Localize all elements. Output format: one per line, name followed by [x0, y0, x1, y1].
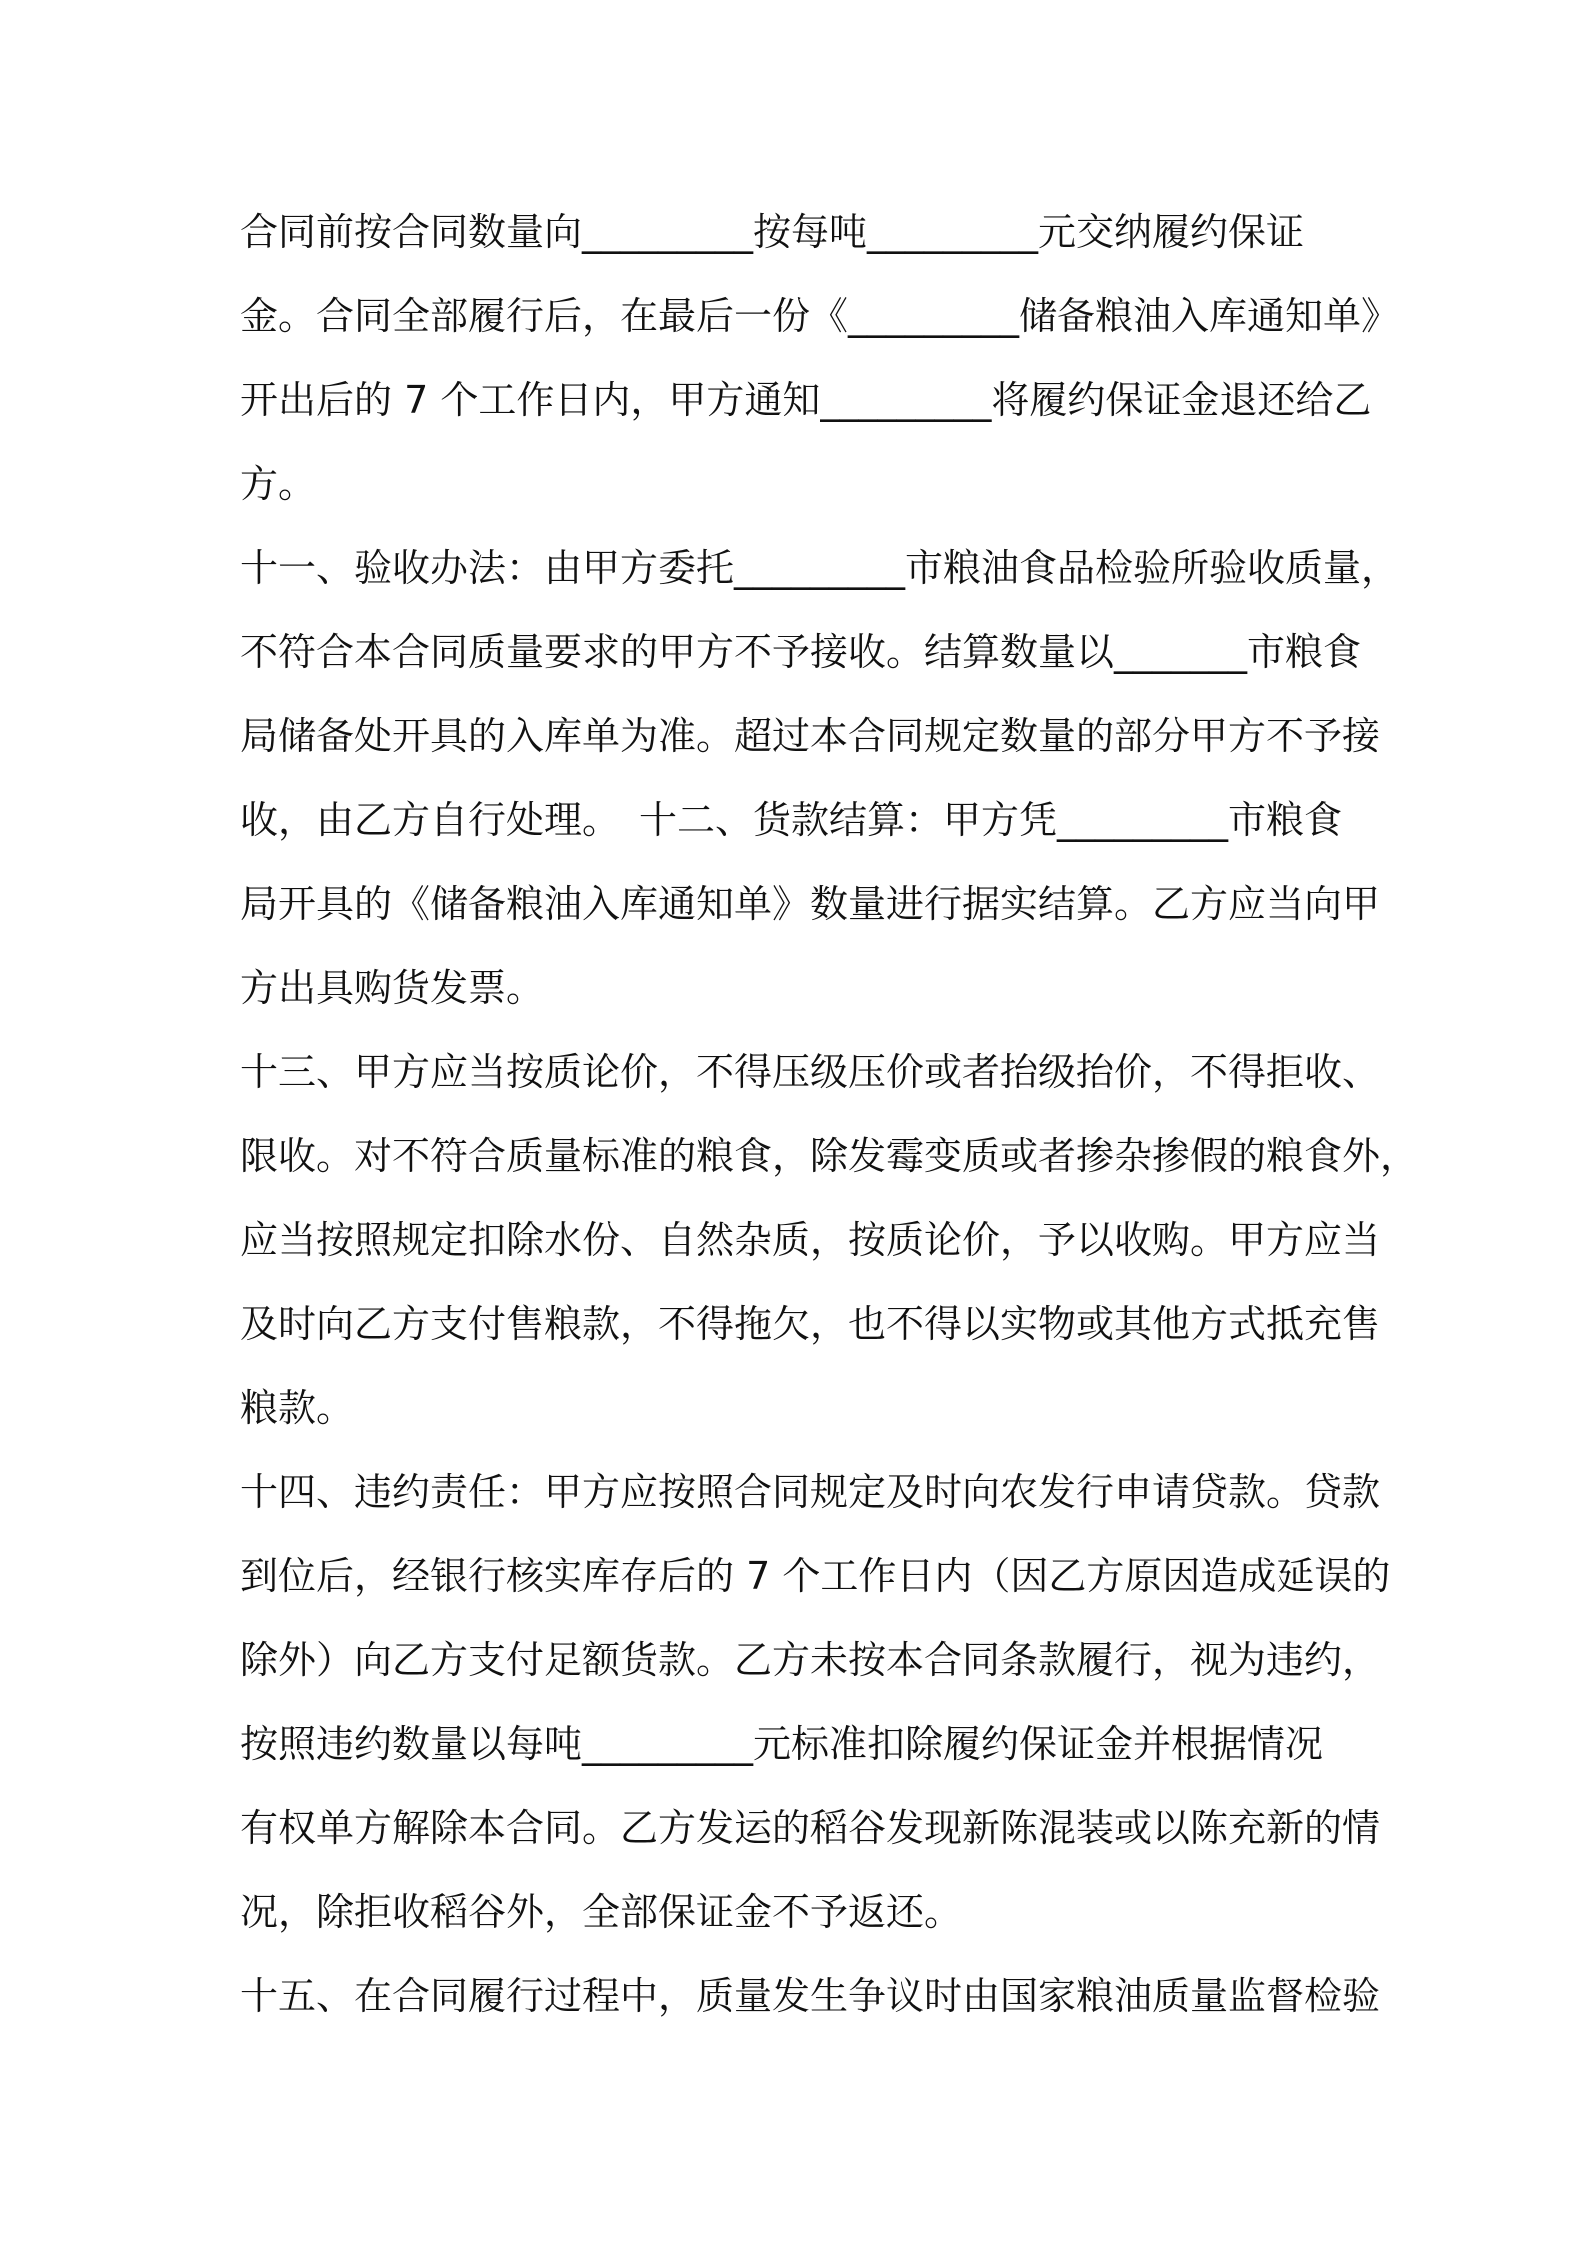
text-line: 有权单方解除本合同。乙方发运的稻谷发现新陈混装或以陈充新的情: [240, 1806, 1381, 1850]
text-line: 方出具购货发票。: [240, 966, 545, 1010]
text-line: 应当按照规定扣除水份、自然杂质，按质论价，予以收购。甲方应当: [240, 1218, 1381, 1262]
text-line: 况，除拒收稻谷外，全部保证金不予返还。: [240, 1890, 963, 1934]
text-line: 局开具的《储备粮油入库通知单》数量进行据实结算。乙方应当向甲: [240, 882, 1381, 926]
text-line: 开出后的 7 个工作日内，甲方通知_________将履约保证金退还给乙: [240, 378, 1372, 422]
text-line: 方。: [240, 462, 317, 506]
text-line: 按照违约数量以每吨_________元标准扣除履约保证金并根据情况: [240, 1722, 1324, 1766]
clause-11-line: 十一、验收办法：由甲方委托_________市粮油食品检验所验收质量，: [240, 546, 1400, 590]
clause-15-line: 十五、在合同履行过程中，质量发生争议时由国家粮油质量监督检验: [240, 1974, 1381, 2018]
text-line: 除外）向乙方支付足额货款。乙方未按本合同条款履行，视为违约，: [240, 1638, 1381, 1682]
text-line: 不符合本合同质量要求的甲方不予接收。结算数量以_______市粮食: [240, 630, 1362, 674]
text-line: 合同前按合同数量向_________按每吨_________元交纳履约保证: [240, 210, 1305, 254]
clause-13-line: 十三、甲方应当按质论价，不得压级压价或者抬级抬价，不得拒收、: [240, 1050, 1381, 1094]
text-line: 粮款。: [240, 1386, 355, 1430]
text-line: 到位后，经银行核实库存后的 7 个工作日内（因乙方原因造成延误的: [240, 1554, 1391, 1598]
clause-14-line: 十四、违约责任：甲方应按照合同规定及时向农发行申请贷款。贷款: [240, 1470, 1381, 1514]
text-line: 金。合同全部履行后，在最后一份《_________储备粮油入库通知单》: [240, 294, 1400, 338]
text-line: 局储备处开具的入库单为准。超过本合同规定数量的部分甲方不予接: [240, 714, 1381, 758]
clause-12-line: 收，由乙方自行处理。 十二、货款结算：甲方凭_________市粮食: [240, 798, 1343, 842]
text-line: 限收。对不符合质量标准的粮食，除发霉变质或者掺杂掺假的粮食外，: [240, 1134, 1419, 1178]
contract-text: [240, 190, 1419, 2038]
text-line: 及时向乙方支付售粮款，不得拖欠，也不得以实物或其他方式抵充售: [240, 1302, 1381, 1346]
